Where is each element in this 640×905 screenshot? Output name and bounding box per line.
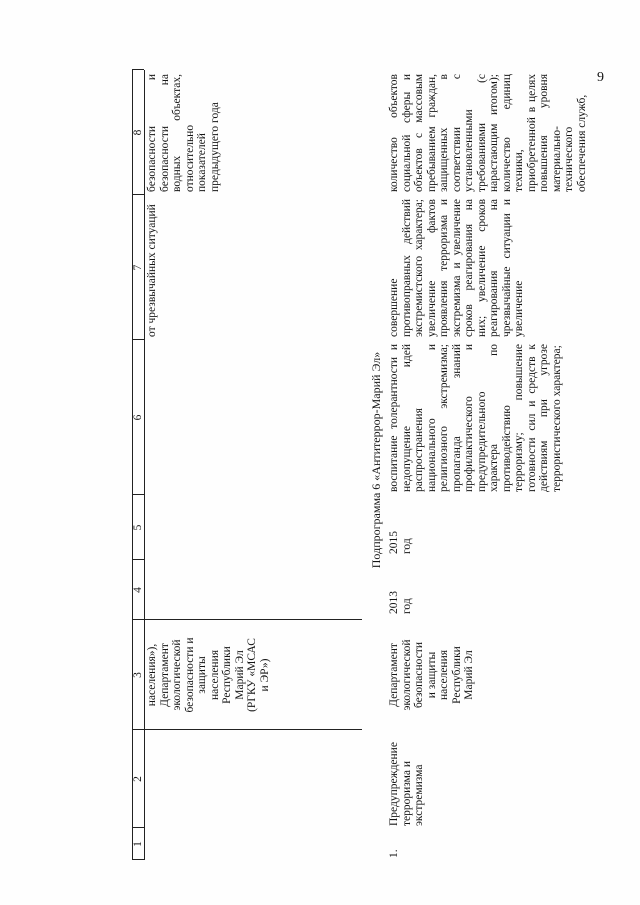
row1-name: Предупреждение терроризма и экстремизма bbox=[388, 742, 425, 826]
header-num-8: 8 bbox=[132, 129, 144, 136]
row1-indicators: количество объектов социальной сферы и объектов с массовым пребыванием граждан, защищенных в соответствии с установленными требованиями (с нарастающим итогом); количество единиц техники, приобретенной в целях повышения уровня материально-технического обеспечения служб, bbox=[388, 74, 588, 192]
row1-executor: Департамент экологической безопасности и защиты населения Республики Марий Эл bbox=[388, 639, 475, 711]
header-num-1: 1 bbox=[132, 841, 144, 847]
cont-indicators: безопасности и безопасности на водных объектах, относительно показателей предыдущего года bbox=[146, 74, 221, 192]
page-number: 9 bbox=[597, 70, 604, 85]
row1-start: 2013 год bbox=[388, 591, 413, 614]
row1-results: воспитание толерантности и недопущение идей распространения национального и религиозного экстремизма; пропаганда знаний профилактического и предупредительного характера по противодействию терроризму; повышение готовности сил и средств к действиям при угрозе террористического характера; bbox=[388, 344, 563, 492]
rotated-table bbox=[120, 10, 590, 860]
subprogram-title: Подпрограмма 6 «Антитеррор-Марий Эл» bbox=[369, 351, 383, 569]
col-sep bbox=[132, 619, 362, 620]
row1-number: 1. bbox=[388, 849, 400, 858]
header-num-3: 3 bbox=[132, 672, 144, 678]
header-num-4: 4 bbox=[132, 587, 144, 593]
header-num-5: 5 bbox=[132, 524, 144, 531]
row1-consequences: совершение противоправных действий экстремистского характера; увеличение фактов проявления терроризма и экстремизма и увеличение сроков реагирования на них; увеличение сроков реагирования на чрезвычайные ситуации и увеличение bbox=[388, 199, 525, 337]
header-num-6: 6 bbox=[132, 414, 144, 421]
cont-executor: населения»), Департамент экологической безопасности и защиты населения Республики Марий Эл (РГКУ «МСАС и ЭР») bbox=[146, 637, 271, 713]
header-num-7: 7 bbox=[132, 264, 144, 271]
header-num-2: 2 bbox=[132, 776, 144, 782]
col-sep bbox=[132, 729, 362, 730]
cont-consequences: от чрезвычайных ситуаций bbox=[146, 204, 158, 337]
row1-end: 2015 год bbox=[388, 531, 413, 554]
